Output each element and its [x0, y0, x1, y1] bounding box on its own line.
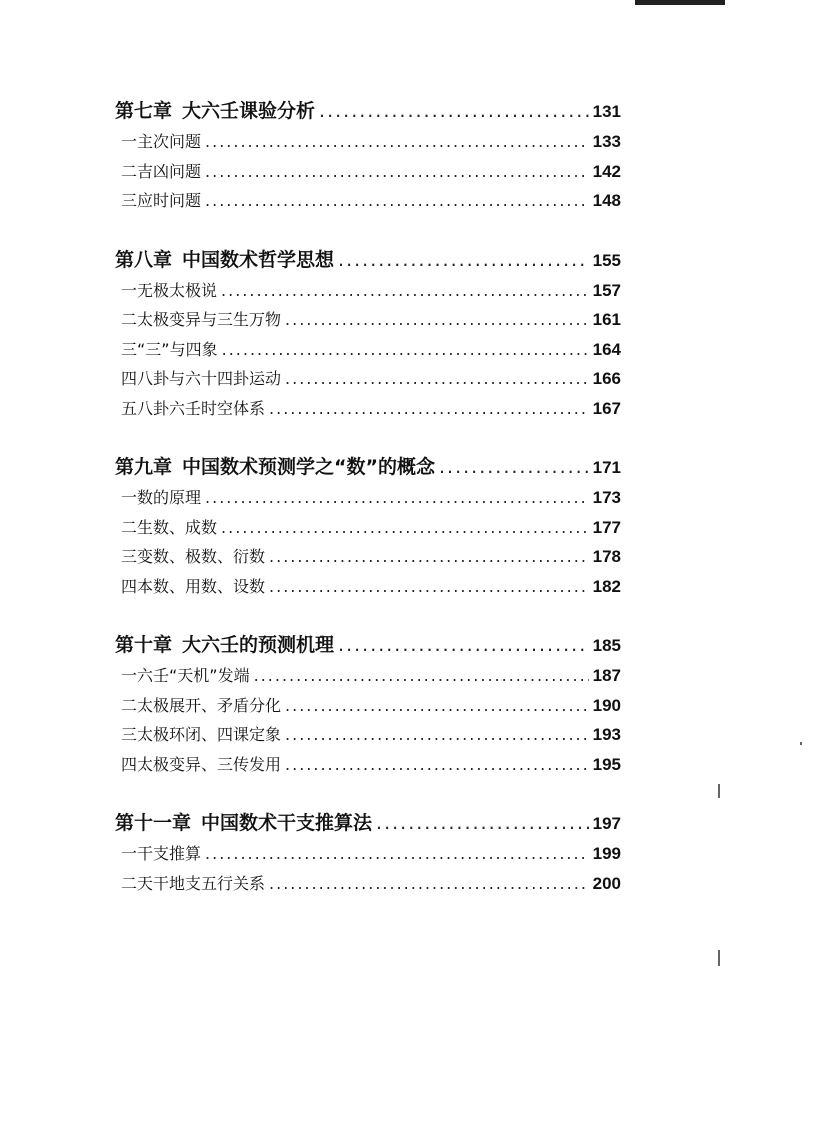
section-number: 三	[121, 547, 138, 566]
scan-artifact	[800, 742, 802, 745]
section-number: 一	[121, 488, 138, 507]
chapter-heading[interactable]	[115, 244, 621, 276]
dot-leader	[285, 720, 589, 750]
section-entry[interactable]	[115, 661, 621, 691]
section-title: 八卦六壬时空体系	[137, 398, 266, 418]
dot-leader	[439, 451, 589, 483]
chapter-number: 第十一章	[115, 812, 192, 834]
page-number: 182	[592, 576, 621, 596]
section-entry[interactable]	[115, 157, 621, 187]
dot-leader	[205, 483, 589, 513]
section-title: 生数、成数	[137, 517, 218, 537]
chapter-9	[115, 451, 621, 601]
section-entry[interactable]	[115, 869, 621, 899]
section-title: 无极太极说	[137, 280, 218, 300]
section-number: 一	[121, 280, 138, 300]
section-number: 一	[121, 844, 138, 863]
section-entry[interactable]	[115, 127, 621, 157]
chapter-title: 中国数术干支推算法	[201, 812, 373, 834]
section-entry[interactable]	[115, 364, 621, 394]
section-entry[interactable]	[115, 691, 621, 721]
page-number: 171	[592, 458, 621, 477]
page-number: 197	[592, 814, 621, 833]
section-number: 二	[121, 695, 138, 715]
section-title: 六壬“天机”发端	[137, 666, 250, 685]
section-title: 变数、极数、衍数	[137, 547, 266, 566]
chapter-11	[115, 807, 621, 898]
section-title: “三”与四象	[137, 339, 218, 359]
chapter-heading[interactable]	[115, 629, 621, 661]
scan-edge-mark	[635, 0, 725, 5]
scan-artifact	[718, 950, 720, 966]
dot-leader	[222, 335, 589, 365]
dot-leader	[205, 839, 589, 869]
page-number: 200	[592, 873, 621, 893]
section-number: 二	[121, 517, 138, 537]
section-entry[interactable]	[115, 483, 621, 513]
page-number: 187	[592, 666, 621, 685]
page-number: 195	[592, 754, 621, 774]
section-entry[interactable]	[115, 394, 621, 424]
page-number: 185	[592, 636, 621, 655]
dot-leader	[319, 95, 589, 127]
chapter-title: 中国数术预测学之“数”的概念	[182, 456, 435, 478]
page-number: 164	[592, 339, 621, 359]
dot-leader	[269, 542, 589, 572]
section-title: 太极环闭、四课定象	[137, 725, 282, 744]
dot-leader	[269, 572, 589, 602]
page-number: 161	[592, 310, 621, 329]
page-number: 133	[592, 132, 621, 151]
page-number: 177	[592, 517, 621, 537]
section-number: 四	[121, 576, 138, 596]
dot-leader	[285, 305, 589, 335]
section-number: 三	[121, 191, 138, 210]
dot-leader	[285, 364, 589, 394]
section-title: 太极展开、矛盾分化	[137, 695, 282, 715]
section-entry[interactable]	[115, 542, 621, 572]
page-number: 157	[592, 280, 621, 300]
section-entry[interactable]	[115, 305, 621, 335]
section-title: 干支推算	[137, 844, 202, 863]
chapter-heading[interactable]	[115, 451, 621, 483]
section-number: 二	[121, 161, 138, 181]
section-number: 二	[121, 873, 138, 893]
section-number: 三	[121, 339, 138, 359]
section-entry[interactable]	[115, 572, 621, 602]
dot-leader	[254, 661, 589, 691]
section-title: 太极变异与三生万物	[137, 310, 282, 329]
chapter-title: 大六壬课验分析	[182, 100, 316, 122]
chapter-number: 第八章	[115, 248, 173, 271]
section-title: 吉凶问题	[137, 161, 202, 181]
page-number: 166	[592, 369, 621, 388]
page-number: 193	[592, 725, 621, 744]
page-number: 167	[592, 398, 621, 418]
page-number: 148	[592, 191, 621, 210]
section-title: 数的原理	[137, 488, 202, 507]
page-number: 178	[592, 547, 621, 566]
section-title: 主次问题	[137, 132, 202, 151]
table-of-contents	[115, 95, 621, 926]
section-entry[interactable]	[115, 513, 621, 543]
section-number: 一	[121, 666, 138, 685]
chapter-number: 第九章	[115, 456, 173, 478]
chapter-10	[115, 629, 621, 779]
dot-leader	[338, 244, 589, 276]
page-number: 131	[592, 102, 621, 121]
dot-leader	[338, 629, 589, 661]
section-entry[interactable]	[115, 186, 621, 216]
section-title: 太极变异、三传发用	[137, 754, 282, 774]
scan-artifact	[718, 784, 720, 798]
chapter-7	[115, 95, 621, 216]
dot-leader	[269, 394, 589, 424]
section-entry[interactable]	[115, 720, 621, 750]
chapter-8	[115, 244, 621, 424]
section-title: 本数、用数、设数	[137, 576, 266, 596]
section-number: 二	[121, 310, 138, 329]
section-title: 八卦与六十四卦运动	[137, 369, 282, 388]
chapter-title: 中国数术哲学思想	[182, 248, 335, 271]
chapter-number: 第七章	[115, 100, 173, 122]
page-number: 199	[592, 844, 621, 863]
section-entry[interactable]	[115, 750, 621, 780]
page-number: 155	[592, 250, 621, 270]
section-number: 一	[121, 132, 138, 151]
page-number: 190	[592, 695, 621, 715]
dot-leader	[205, 186, 589, 216]
dot-leader	[285, 691, 589, 721]
section-entry[interactable]	[115, 335, 621, 365]
dot-leader	[376, 807, 589, 839]
dot-leader	[221, 513, 589, 543]
section-title: 应时问题	[137, 191, 202, 210]
dot-leader	[221, 276, 589, 306]
section-entry[interactable]	[115, 276, 621, 306]
section-title: 天干地支五行关系	[137, 873, 266, 893]
dot-leader	[285, 750, 589, 780]
section-entry[interactable]	[115, 839, 621, 869]
page-number: 142	[592, 161, 621, 181]
section-number: 三	[121, 725, 138, 744]
page-number: 173	[592, 488, 621, 507]
dot-leader	[269, 869, 589, 899]
dot-leader	[205, 157, 589, 187]
chapter-heading[interactable]	[115, 95, 621, 127]
section-number: 五	[121, 398, 138, 418]
section-number: 四	[121, 754, 138, 774]
chapter-number: 第十章	[115, 634, 173, 656]
section-number: 四	[121, 369, 138, 388]
chapter-title: 大六壬的预测机理	[182, 634, 335, 656]
dot-leader	[205, 127, 589, 157]
chapter-heading[interactable]	[115, 807, 621, 839]
